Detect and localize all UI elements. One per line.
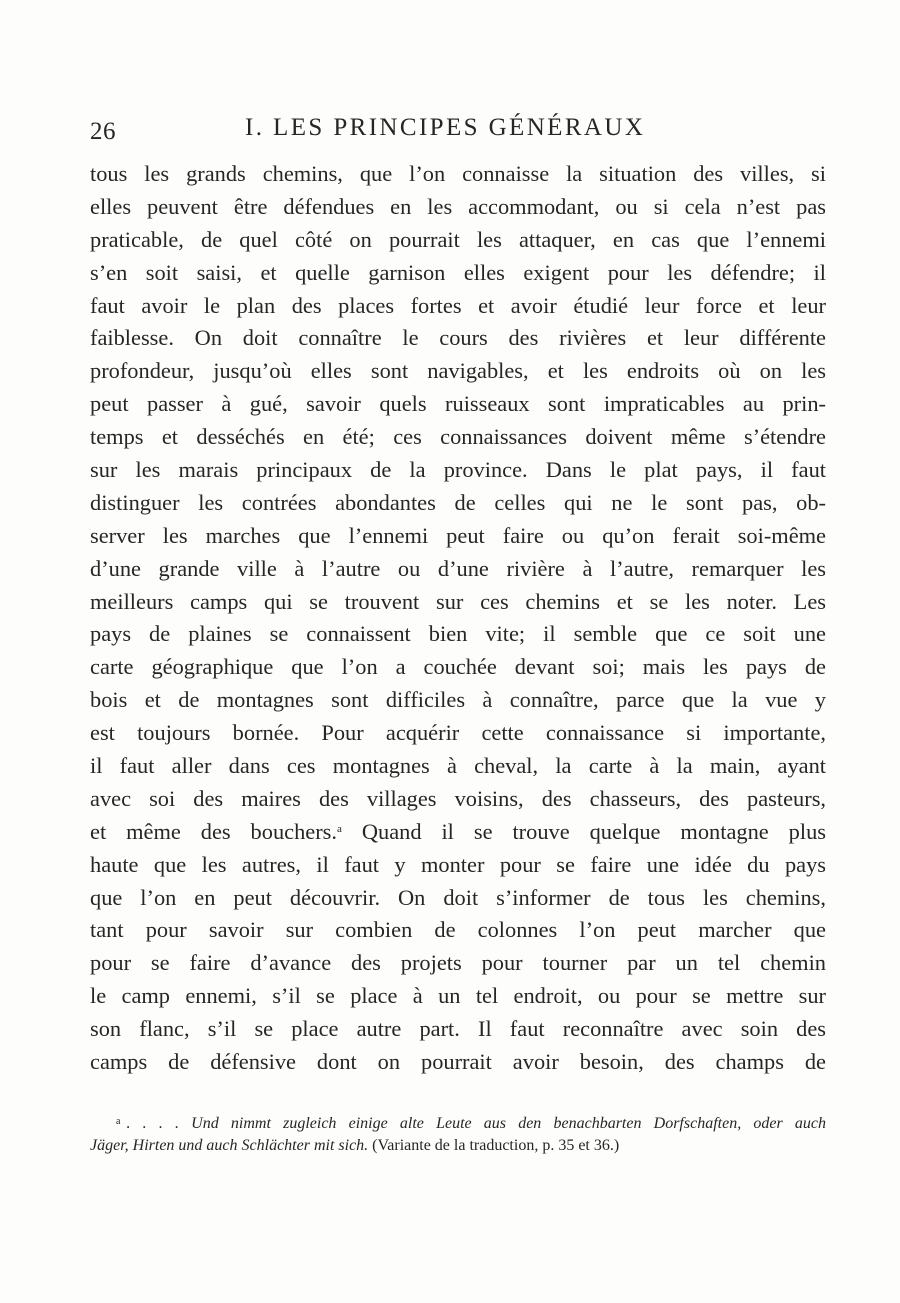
- text-line: que l’on en peut découvrir. On doit s’informer de tous les chemins,: [90, 884, 826, 910]
- text-line: peut passer à gué, savoir quels ruisseaux sont impraticables au prin-: [90, 391, 826, 417]
- footnote-source: (Variante de la traduction, p. 35 et 36.): [368, 1137, 620, 1154]
- text-line: est toujours bornée. Pour acquérir cette connaissance si importante,: [90, 720, 826, 746]
- text-line: le camp ennemi, s’il se place à un tel endroit, ou pour se mettre sur: [90, 983, 826, 1009]
- body-text: [90, 158, 826, 1079]
- text-line: bois et de montagnes sont difficiles à connaître, parce que la vue y: [90, 687, 826, 713]
- footnote-quote: Jäger, Hirten und auch Schlächter mit sich.: [90, 1137, 369, 1154]
- text-line: faiblesse. On doit connaître le cours des rivières et leur différente: [90, 325, 826, 351]
- running-head: I. LES PRINCIPES GÉNÉRAUX: [245, 114, 646, 141]
- text-line: il faut aller dans ces montagnes à cheval, la carte à la main, ayant: [90, 753, 826, 779]
- text-line: haute que les autres, il faut y monter pour se faire une idée du pays: [90, 851, 826, 877]
- text-line: pays de plaines se connaissent bien vite; il semble que ce soit une: [90, 621, 826, 647]
- text-line: camps de défensive dont on pourrait avoir besoin, des champs de: [90, 1049, 826, 1075]
- footnote: [90, 1110, 826, 1158]
- text-line-with-note: [90, 816, 826, 849]
- text-line: elles peuvent être défendues en les accommodant, ou si cela n’est pas: [90, 193, 826, 219]
- page-number: 26: [90, 118, 116, 145]
- text-line: server les marches que l’ennemi peut faire ou qu’on ferait soi-même: [90, 522, 826, 548]
- text-line: temps et desséchés en été; ces connaissances doivent même s’étendre: [90, 424, 826, 450]
- footnote-line: [90, 1110, 826, 1134]
- text-line: pour se faire d’avance des projets pour tourner par un tel chemin: [90, 950, 826, 976]
- text-line: d’une grande ville à l’autre ou d’une rivière à l’autre, remarquer les: [90, 555, 826, 581]
- text-line: carte géographique que l’on a couchée devant soi; mais les pays de: [90, 654, 826, 680]
- text-segment: Quand il se trouve quelque montagne plus: [341, 818, 826, 844]
- text-line: meilleurs camps qui se trouvent sur ces chemins et se les noter. Les: [90, 588, 826, 614]
- text-line: profondeur, jusqu’où elles sont navigables, et les endroits où on les: [90, 358, 826, 384]
- text-line: sur les marais principaux de la province. Dans le plat pays, il faut: [90, 457, 826, 483]
- text-line: son flanc, s’il se place autre part. Il faut reconnaître avec soin des: [90, 1016, 826, 1042]
- text-segment: et même des bouchers.: [90, 818, 337, 844]
- text-line: faut avoir le plan des places fortes et avoir étudié leur force et leur: [90, 292, 826, 318]
- text-line: tous les grands chemins, que l’on connaisse la situation des villes, si: [90, 161, 826, 186]
- text-line: s’en soit saisi, et quelle garnison elles exigent pour les défendre; il: [90, 259, 826, 285]
- text-line: praticable, de quel côté on pourrait les attaquer, en cas que l’ennemi: [90, 226, 826, 252]
- footnote-reference: a: [336, 822, 342, 835]
- text-line: tant pour savoir sur combien de colonnes l’on peut marcher que: [90, 917, 826, 943]
- text-line: avec soi des maires des villages voisins, des chasseurs, des pasteurs,: [90, 785, 826, 811]
- footnote-marker: a: [116, 1116, 121, 1127]
- page-header: [90, 112, 825, 148]
- text-line: distinguer les contrées abondantes de celles qui ne le sont pas, ob-: [90, 489, 826, 515]
- footnote-quote: . . . . Und nimmt zugleich einige alte Leute aus den benachbarten Dorfschaften, oder auch: [126, 1115, 826, 1132]
- footnote-line: [90, 1134, 826, 1158]
